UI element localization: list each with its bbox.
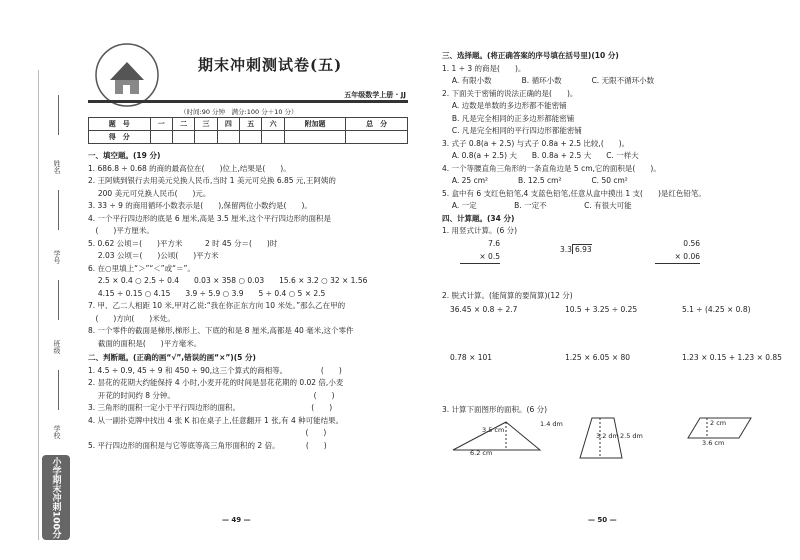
calc-item: 0.78 × 101 xyxy=(450,353,493,362)
score-cell[interactable] xyxy=(195,131,217,144)
table-cell: 题 号 xyxy=(89,118,151,131)
section-fill-in xyxy=(88,150,367,452)
question-line: 2.03 公顷＝( )公顷( )平方米 xyxy=(88,251,219,260)
question-line: 5. 盒中有 6 支红色铅笔,4 支蓝色铅笔,任意从盒中摸出 1 支( )是红色铅笔。 xyxy=(442,188,706,198)
right-page xyxy=(420,0,800,560)
question-line: A. 0.8(a + 2.5) 大 B. 0.8a + 2.5 大 C. 一样大 xyxy=(442,151,639,160)
vertical-calc-2 xyxy=(560,244,592,257)
question-line: A. 一定 B. 一定不 C. 有很大可能 xyxy=(442,201,632,210)
question-line: C. 凡是完全相同的平行四边形都能密铺 xyxy=(442,126,582,135)
question-line: 1. 686.8 ÷ 0.68 的商的最高位在( )位上,结果是( )。 xyxy=(88,163,291,173)
table-cell: 一 xyxy=(150,118,172,131)
trapezoid-bottom-label: 2.5 dm xyxy=(620,432,643,440)
calc-operand: 0.56 xyxy=(683,239,700,248)
sidebar-label-class: 班级 xyxy=(53,340,61,354)
question-line: 5. 0.62 公顷＝( )平方米 2 时 45 分＝( )时 xyxy=(88,238,278,248)
calc-item: 10.5 + 3.25 ÷ 0.25 xyxy=(565,305,638,314)
calc-operand: × 0.5 xyxy=(460,251,500,265)
question-line: ( )平方厘米。 xyxy=(88,226,154,235)
question-line: 4. 从一副扑克牌中找出 4 张 K 扣在桌子上,任意翻开 1 张,有 4 种可能结果。 xyxy=(88,415,344,425)
sidebar-label-school: 学校 xyxy=(53,425,61,439)
question-line: 8. 一个零件的截面是梯形,梯形上、下底的和是 8 厘米,高都是 40 毫米,这个零件 xyxy=(88,326,354,335)
series-badge: 小学期末冲刺100分 xyxy=(42,455,70,540)
question-line: 2.5 × 0.4 ○ 2.5 ÷ 0.4 0.03 × 358 ○ 0.03 15.6 × 3.2 ○ 32 × 1.56 xyxy=(88,276,368,285)
calc-operand: × 0.06 xyxy=(655,251,700,265)
sidebar-label-name: 姓名 xyxy=(53,160,61,174)
parallelogram-base-label: 3.6 cm xyxy=(702,439,725,447)
question-line: 1. 用竖式计算。(6 分) xyxy=(442,226,518,235)
table-cell: 六 xyxy=(262,118,284,131)
section-area xyxy=(442,404,547,417)
score-table xyxy=(88,117,408,144)
series-logo xyxy=(92,42,162,108)
question-line: A. 25 cm² B. 12.5 cm² C. 50 cm² xyxy=(442,176,628,185)
calc-item: 5.1 ÷ (4.25 × 0.8) xyxy=(682,305,751,314)
calc-divisor: 3.3 xyxy=(560,245,572,254)
calc-item: 1.25 × 6.05 × 80 xyxy=(565,353,631,362)
section-title: 一、填空题。(19 分) xyxy=(88,151,161,160)
parallelogram-height-label: 2 cm xyxy=(710,419,727,427)
table-cell: 三 xyxy=(195,118,217,131)
table-cell: 总 分 xyxy=(346,118,408,131)
calc-item: 36.45 × 0.8 ÷ 2.7 xyxy=(450,305,518,314)
question-line: 3. 计算下面图形的面积。(6 分) xyxy=(442,405,548,414)
page-number: — 50 — xyxy=(588,516,617,524)
question-line: 3. 式子 0.8(a + 2.5) 与式子 0.8a + 2.5 比较,( )。 xyxy=(442,138,630,148)
calc-item: 1.23 × 0.15 + 1.23 × 0.85 xyxy=(682,353,782,362)
sidebar-line xyxy=(58,280,59,320)
question-line: A. 边数是单数的多边形都不能密铺 xyxy=(442,101,567,110)
question-line: 开花的时间约 8 分钟。 ( ) xyxy=(88,390,335,400)
triangle-base-label: 6.2 cm xyxy=(470,449,493,457)
question-line: A. 有限小数 B. 循环小数 C. 无限不循环小数 xyxy=(442,76,655,85)
question-line: 6. 在○里填上“＞”“＜”或“＝”。 xyxy=(88,263,195,273)
question-line: 4.15 ÷ 0.15 ○ 4.15 3.9 ÷ 5.9 ○ 3.9 5 ÷ 0.4 ○ 5 × 2.5 xyxy=(88,288,326,298)
page-title: 期末冲刺测试卷(五) xyxy=(198,56,343,74)
table-row xyxy=(89,118,408,131)
question-line: 7. 甲、乙二人相距 10 米,甲对乙说:“我在你正东方向 10 米处。”那么乙在甲的 xyxy=(88,301,346,310)
section-title: 二、判断题。(正确的画“√”,错误的画“×”)(5 分) xyxy=(88,353,256,362)
question-line: 5. 平行四边形的面积是与它等底等高三角形面积的 2 倍。 ( ) xyxy=(88,440,327,450)
table-cell: 二 xyxy=(172,118,194,131)
score-cell[interactable] xyxy=(172,131,194,144)
score-cell[interactable] xyxy=(284,131,346,144)
question-line: 1. 4.5 ÷ 0.9, 45 ÷ 9 和 450 ÷ 90,这三个算式的商相等。 ( ) xyxy=(88,365,342,375)
page-number: — 49 — xyxy=(222,516,251,524)
question-line: ( )方向( )米处。 xyxy=(88,313,175,323)
sidebar-line xyxy=(58,370,59,410)
table-cell: 四 xyxy=(217,118,239,131)
sidebar-label-id: 学号 xyxy=(53,250,61,264)
grade-label: 五年级数学上册 · JJ xyxy=(344,91,406,99)
question-line: 截面的面积是( )平方毫米。 xyxy=(88,338,202,348)
table-cell: 五 xyxy=(240,118,262,131)
question-line: 2. 下面关于密铺的说法正确的是( )。 xyxy=(442,88,578,98)
sidebar-line xyxy=(58,190,59,230)
section-title: 四、计算题。(34 分) xyxy=(442,213,515,223)
question-line: 3. 33 ÷ 9 的商用循环小数表示是( ),保留两位小数约是( )。 xyxy=(88,201,312,210)
trapezoid-height-label: 3.2 dm xyxy=(596,432,619,440)
question-line: 4. 一个平行四边形的底是 6 厘米,高是 3.5 厘米,这个平行四边形的面积是 xyxy=(88,213,332,223)
calc-operand: 7.6 xyxy=(488,239,500,248)
score-cell[interactable] xyxy=(346,131,408,144)
question-line: 4. 一个等腰直角三角形的一条直角边是 5 cm,它的面积是( )。 xyxy=(442,163,661,173)
question-line: B. 凡是完全相同的正多边形都能密铺 xyxy=(442,113,575,123)
table-cell: 附加题 xyxy=(284,118,346,131)
score-cell[interactable] xyxy=(240,131,262,144)
trapezoid-top-label: 1.4 dm xyxy=(540,420,563,428)
sidebar-line xyxy=(58,95,59,135)
question-line: 2. 脱式计算。(能简算的要简算)(12 分) xyxy=(442,291,573,300)
question-line: 200 美元可兑换人民币( )元。 xyxy=(88,188,211,198)
table-row xyxy=(89,131,408,144)
question-line: 2. 王阿姨到银行去用美元兑换人民币,当时 1 美元可兑换 6.85 元,王阿姨的 xyxy=(88,176,336,185)
exam-meta: （时间:90 分钟 满分:100 分＋10 分） xyxy=(180,108,298,116)
question-line: ( ) xyxy=(88,428,327,437)
header-rule xyxy=(88,100,408,103)
score-cell[interactable] xyxy=(217,131,239,144)
question-line: 3. 三角形的面积一定小于平行四边形的面积。 ( ) xyxy=(88,403,333,412)
question-line: 2. 昙花的花期大约能保持 4 小时,小麦开花的时间是昙花花期的 0.02 倍,小麦 xyxy=(88,378,344,387)
vertical-calc-3 xyxy=(655,238,700,264)
triangle-height-label: 3.5 cm xyxy=(482,426,505,434)
question-line: 1. 1 ÷ 3 的商是( )。 xyxy=(442,63,526,73)
section-title: 三、选择题。(将正确答案的序号填在括号里)(10 分) xyxy=(442,51,619,60)
section-choice xyxy=(442,50,706,238)
score-cell[interactable] xyxy=(262,131,284,144)
section-stepwise xyxy=(442,290,573,303)
score-cell[interactable] xyxy=(150,131,172,144)
calc-dividend: 6.93 xyxy=(572,244,592,254)
table-cell: 得 分 xyxy=(89,131,151,144)
vertical-calc-1 xyxy=(460,238,500,264)
